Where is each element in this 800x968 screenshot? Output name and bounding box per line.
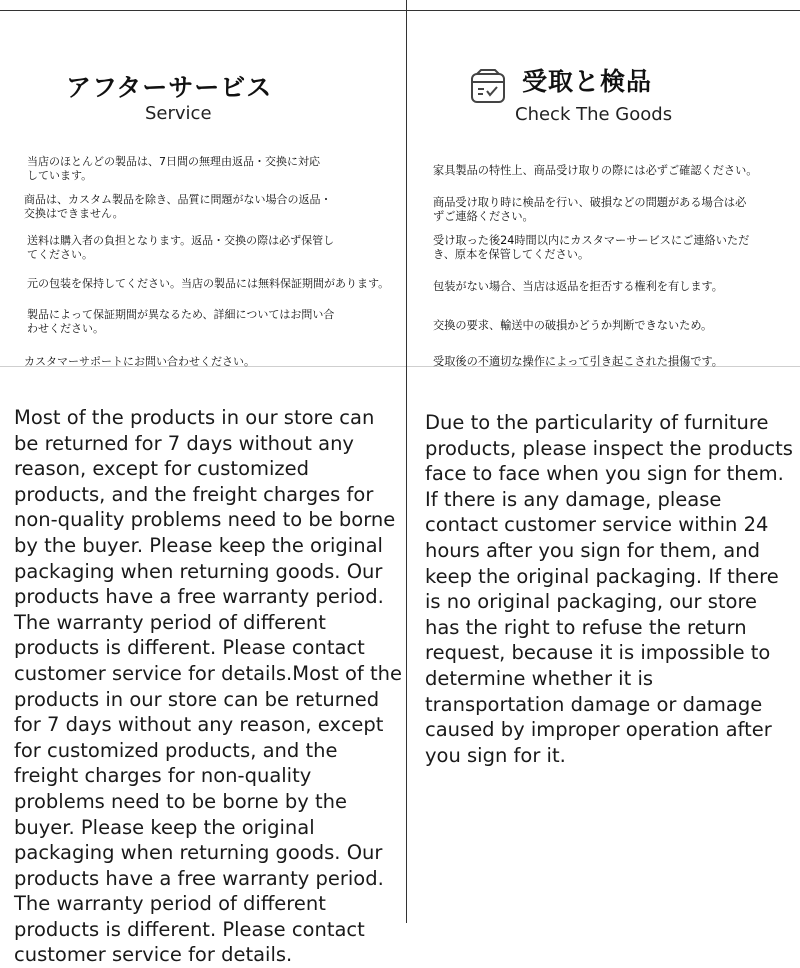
service-item-1 — [27, 155, 320, 183]
check-item-2-line-2: ずご連絡ください。 — [433, 210, 534, 223]
check-item-1 — [433, 164, 757, 178]
service-item-6-line-1: カスタマーサポートにお問い合わせください。 — [24, 355, 255, 368]
service-item-5-line-2: わせください。 — [27, 322, 104, 335]
service-item-3-line-2: てください。 — [27, 248, 93, 261]
check-item-3-line-1: 受け取った後24時間以内にカスタマーサービスにご連絡いただ — [433, 234, 750, 247]
check-item-6 — [433, 355, 723, 369]
check-item-4 — [433, 280, 723, 294]
check-item-4-line-1: 包装がない場合、当店は返品を拒否する権利を有します。 — [433, 280, 723, 293]
check-item-5 — [433, 319, 712, 333]
check-item-3 — [433, 234, 749, 262]
service-title-en: Service — [145, 103, 212, 124]
service-item-2 — [24, 193, 332, 221]
check-item-2 — [433, 196, 746, 224]
service-item-3 — [27, 234, 334, 262]
check-item-1-line-1: 家具製品の特性上、商品受け取りの際には必ずご確認ください。 — [433, 164, 758, 177]
service-english-text: Most of the products in our store can be returned for 7 days without any reason, except for customized products, and the freight charges for non-quality problems need to be borne by the buyer. Please keep the original packaging when returning goods. Our products have a free warranty period. The warranty period of different products is different. Please contact customer service for details.Most of the products in our store can be returned for 7 days without any reason, except for customized products, and the freight charges for non-quality problems need to be borne by the buyer. Please keep the original packaging when returning goods. Our products have a free warranty period. The warranty period of different products is different. Please contact customer service for details. — [14, 406, 403, 967]
service-item-1-line-2: しています。 — [27, 169, 93, 182]
check-item-6-line-1: 受取後の不適切な操作によって引き起こされた損傷です。 — [433, 355, 723, 368]
check-title-en: Check The Goods — [515, 104, 673, 125]
service-item-6 — [24, 355, 255, 369]
check-item-3-line-2: き、原本を保管してください。 — [433, 248, 590, 261]
check-title-jp: 受取と検品 — [522, 67, 653, 96]
service-title-jp: アフターサービス — [66, 73, 273, 102]
service-item-1-line-1: 当店のほとんどの製品は、7日間の無理由返品・交換に対応 — [27, 155, 320, 168]
service-item-4 — [27, 277, 389, 291]
check-english-text: Due to the particularity of furniture products, please inspect the products face to face when you sign for them. If there is any damage, please contact customer service within 24 hours after you sign for them, and keep the original packaging. If there is no original packaging, our store has the right to refuse the return request, because it is impossible to determine whether it is transportation damage or damage caused by improper operation after you sign for it. — [425, 411, 793, 767]
service-item-2-line-1: 商品は、カスタム製品を除き、品質に問題がない場合の返品・ — [24, 193, 332, 206]
check-item-2-line-1: 商品受け取り時に検品を行い、破損などの問題がある場合は必 — [433, 196, 747, 209]
package-check-icon — [470, 68, 506, 104]
service-item-5-line-1: 製品によって保証期間が異なるため、詳細についてはお問い合 — [27, 308, 335, 321]
service-item-4-line-1: 元の包装を保持してください。当店の製品には無料保証期間があります。 — [27, 277, 390, 290]
service-item-2-line-2: 交換はできません。 — [24, 207, 124, 220]
top-divider — [0, 10, 800, 11]
center-divider — [406, 0, 407, 923]
service-item-3-line-1: 送料は購入者の負担となります。返品・交換の際は必ず保管し — [27, 234, 335, 247]
check-item-5-line-1: 交換の要求、輸送中の破損かどうか判断できないため。 — [433, 319, 713, 332]
service-item-5 — [27, 308, 334, 336]
